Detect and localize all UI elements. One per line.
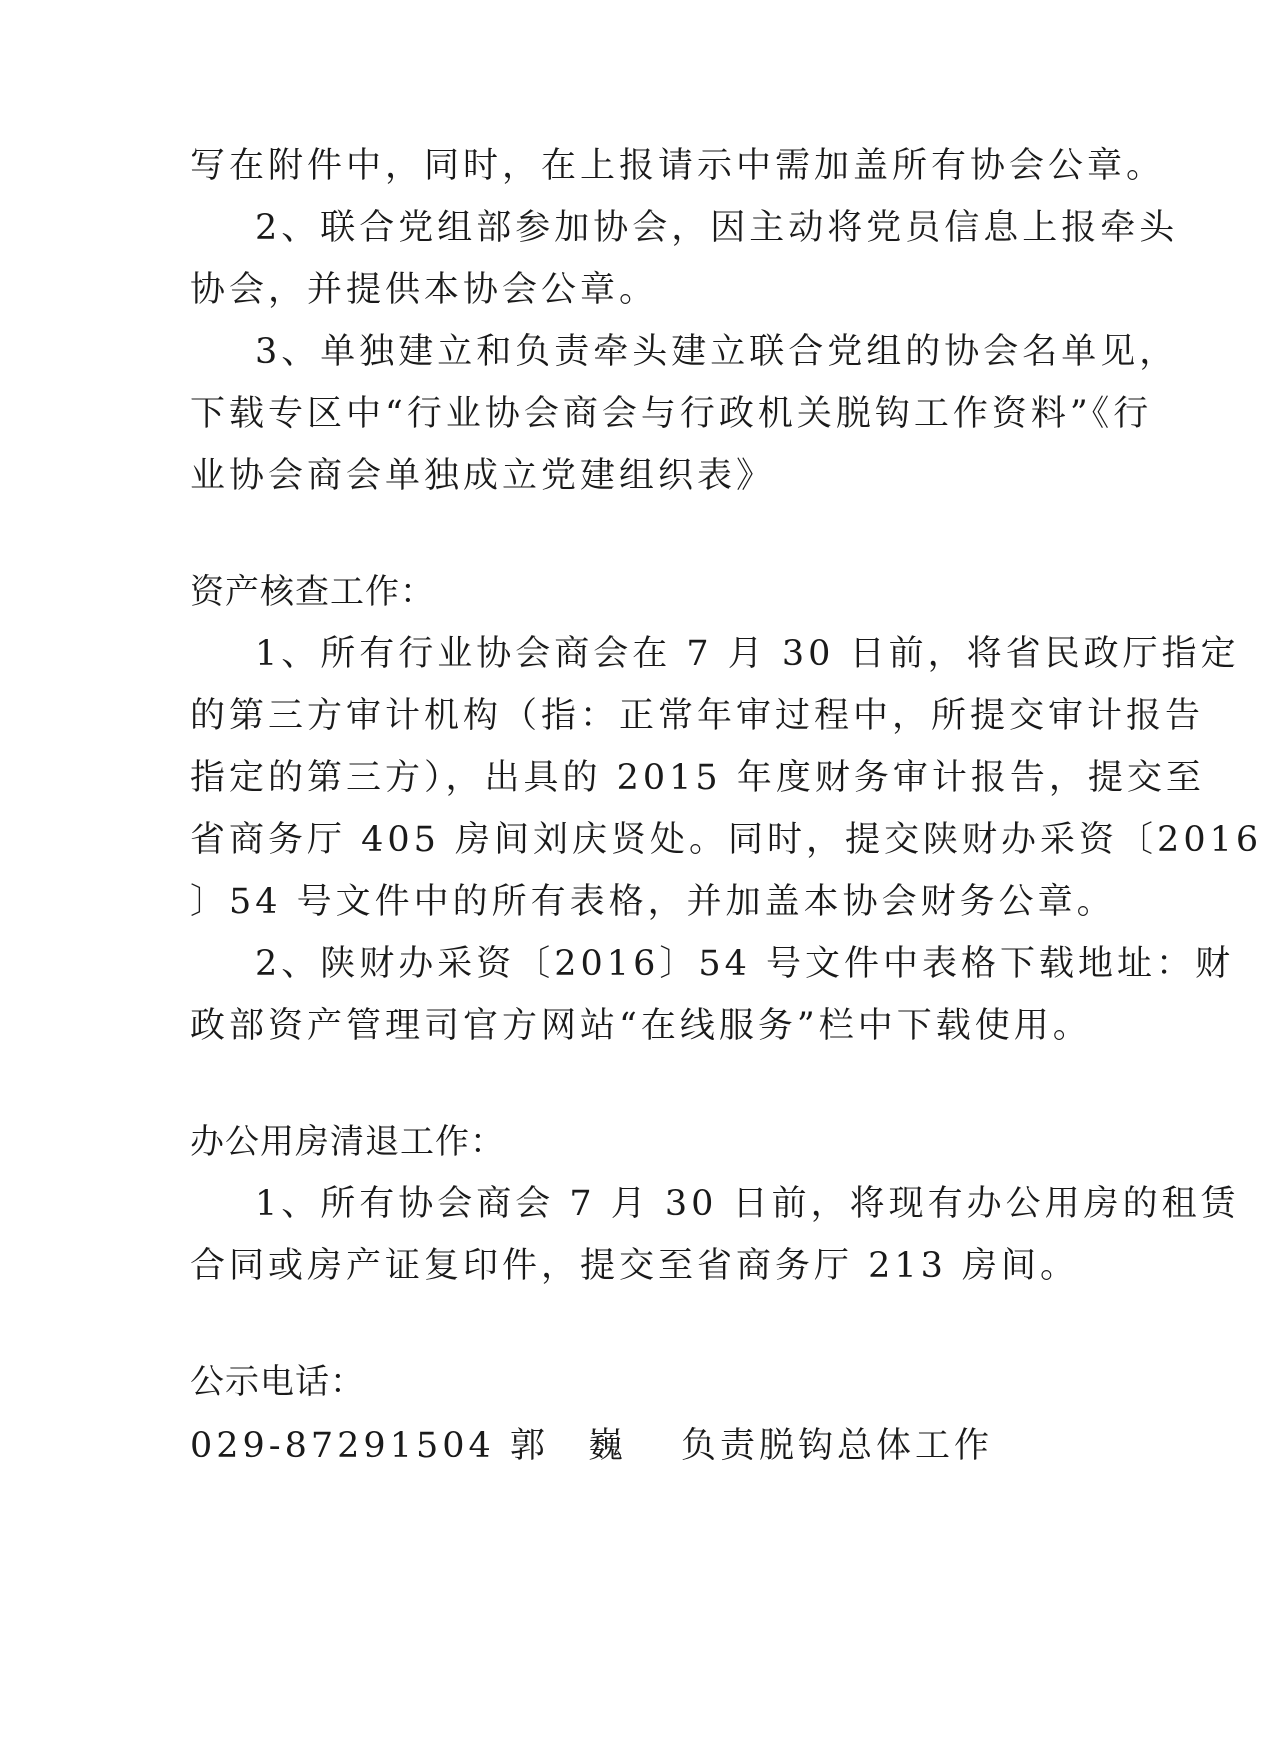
text-line: 1、所有协会商会 7 月 30 日前，将现有办公用房的租赁 [255,1184,1240,1224]
text-line: 合同或房产证复印件，提交至省商务厅 213 房间。 [190,1246,1080,1286]
text-line: 1、所有行业协会商会在 7 月 30 日前，将省民政厅指定 [255,634,1240,674]
section-heading-office-space: 办公用房清退工作： [190,1122,505,1162]
text-line: 〕54 号文件中的所有表格，并加盖本协会财务公章。 [190,882,1116,922]
contact-line: 029-87291504 郭 巍 负责脱钩总体工作 [190,1426,994,1466]
text-line: 政部资产管理司官方网站“在线服务”栏中下载使用。 [190,1006,1092,1046]
section-heading-asset-check: 资产核查工作： [190,572,435,612]
text-line: 协会，并提供本协会公章。 [190,270,659,310]
text-line: 指定的第三方），出具的 2015 年度财务审计报告，提交至 [190,758,1205,798]
text-line: 的第三方审计机构（指：正常年审过程中，所提交审计报告 [190,696,1205,736]
text-line: 3、单独建立和负责牵头建立联合党组的协会名单见， [255,332,1179,372]
section-heading-contact-phone: 公示电话： [190,1362,365,1402]
text-line: 业协会商会单独成立党建组织表》 [190,456,776,496]
text-line: 2、联合党组部参加协会，因主动将党员信息上报牵头 [255,208,1179,248]
text-line: 写在附件中，同时，在上报请示中需加盖所有协会公章。 [190,146,1166,186]
text-line: 下载专区中“行业协会商会与行政机关脱钩工作资料”《行 [190,394,1153,434]
text-line: 省商务厅 405 房间刘庆贤处。同时，提交陕财办采资〔2016 [190,820,1262,860]
text-line: 2、陕财办采资〔2016〕54 号文件中表格下载地址：财 [255,944,1235,984]
